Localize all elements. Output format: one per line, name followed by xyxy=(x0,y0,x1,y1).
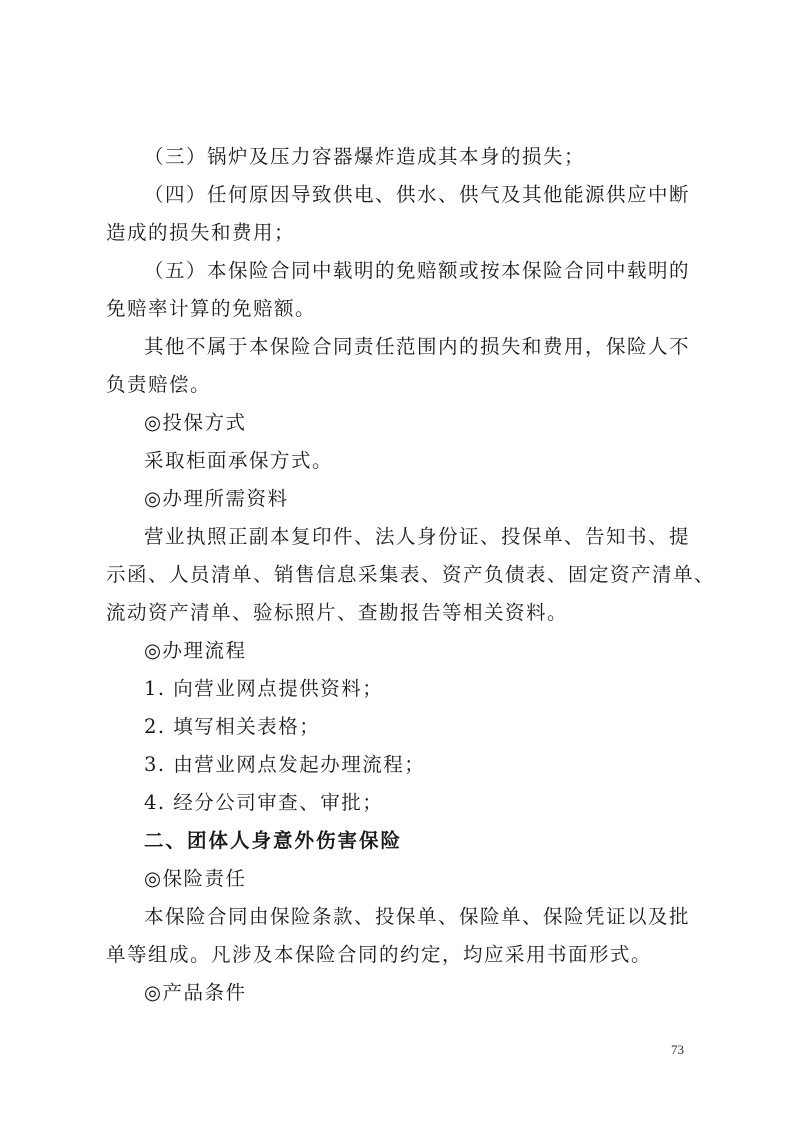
materials-paragraph: 营业执照正副本复印件、法人身份证、投保单、告知书、提 xyxy=(144,525,691,548)
liability-paragraph-continued: 单等组成。凡涉及本保险合同的约定，均应采用书面形式。 xyxy=(106,943,653,966)
chapter-heading-group-accident-insurance: 二、团体人身意外伤害保险 xyxy=(144,829,403,852)
insure-method-text: 采取柜面承保方式。 xyxy=(144,449,334,472)
process-step-2: 2. 填写相关表格； xyxy=(144,715,321,738)
exclusion-paragraph: 其他不属于本保险合同责任范围内的损失和费用，保险人不 xyxy=(144,335,691,358)
materials-paragraph-continued: 示函、人员清单、销售信息采集表、资产负债表、固定资产清单、 xyxy=(106,563,716,586)
section-heading-insure-method: ◎投保方式 xyxy=(144,411,247,434)
section-heading-product-conditions: ◎产品条件 xyxy=(144,981,247,1004)
item-four: （四）任何原因导致供电、供水、供气及其他能源供应中断 xyxy=(144,183,691,206)
item-five: （五）本保险合同中载明的免赔额或按本保险合同中载明的 xyxy=(144,259,691,282)
process-step-4: 4. 经分公司审查、审批； xyxy=(144,791,384,814)
item-three: （三）锅炉及压力容器爆炸造成其本身的损失； xyxy=(144,145,586,168)
section-heading-process: ◎办理流程 xyxy=(144,639,247,662)
liability-paragraph: 本保险合同由保险条款、投保单、保险单、保险凭证以及批 xyxy=(144,905,691,928)
process-step-3: 3. 由营业网点发起办理流程； xyxy=(144,753,426,776)
section-heading-insurance-liability: ◎保险责任 xyxy=(144,867,247,890)
item-four-continued: 造成的损失和费用； xyxy=(106,221,296,244)
section-heading-required-materials: ◎办理所需资料 xyxy=(144,487,289,510)
materials-paragraph-end: 流动资产清单、验标照片、查勘报告等相关资料。 xyxy=(106,601,569,624)
process-step-1: 1. 向营业网点提供资料； xyxy=(144,677,384,700)
item-five-continued: 免赔率计算的免赔额。 xyxy=(106,297,317,320)
page-number: 73 xyxy=(671,1042,684,1057)
exclusion-paragraph-continued: 负责赔偿。 xyxy=(106,373,212,396)
